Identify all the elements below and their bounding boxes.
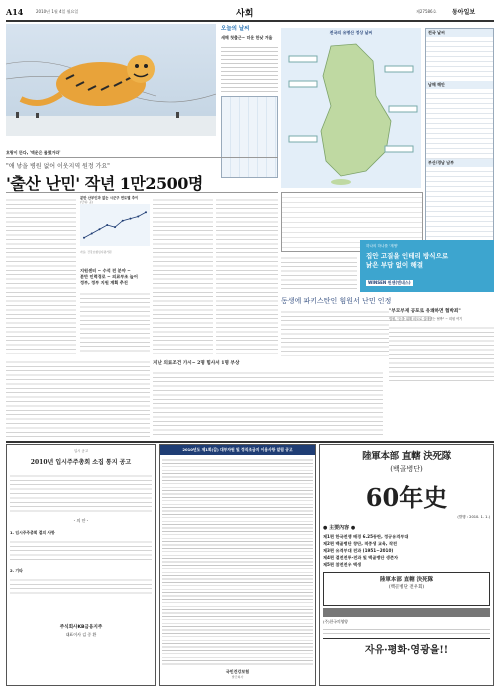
contents-item: 제2편 백골병단 창단, 적중생 교육, 작전 [323, 541, 398, 546]
lead-headline: '출산 난민' 작년 1만2500명 [6, 174, 203, 193]
lead-subheads [80, 268, 150, 286]
book-note: (발행 : 2010. 1. 1.) [457, 515, 490, 519]
contents-item: 제4편 결전전투·전과 및 백골병단 생존자 [323, 555, 399, 560]
contents-item: 제5편 참전전우 백생 [323, 562, 362, 567]
lower-story-body [153, 369, 383, 437]
contents-item: 제3편 유격부대 전과 (1951~2010) [323, 548, 394, 553]
book-ad [319, 444, 494, 686]
weather-map [281, 28, 421, 188]
notice-list-title: - 의 안 - [73, 518, 89, 523]
weather-section [221, 24, 278, 189]
contents-item: 제1편 한국전쟁 배경 6.25동란, 정규유격부대 [323, 534, 409, 539]
shareholders-notice-ad [6, 444, 156, 686]
center-left-body [281, 254, 357, 292]
book-stamp-1: 陸軍本部 直轄 決死隊 [379, 577, 434, 583]
contents-list [323, 533, 490, 568]
chart-plot [80, 204, 150, 246]
notice-label: 입시 공고 [73, 449, 89, 453]
caption-title: 호랑이 뜬다, '액운은 물렀거라' [6, 150, 61, 155]
chart-unit: (단위: 곳) [80, 200, 93, 204]
ad-brand: WINSEN 윈센(엔네스) [368, 280, 411, 285]
lead-body-col4 [216, 196, 278, 354]
weather-icons-grid [221, 96, 278, 178]
book-slogan: 자유·평화·영광을!! [323, 638, 490, 656]
notice-ceo: 대표이사 김 중 환 [65, 632, 97, 637]
masthead-date: 2010년 1월 4일 월요일 [36, 9, 79, 14]
ad-line-1: 하나의 하나를 '재생' [366, 244, 399, 248]
right-story [389, 296, 494, 384]
right-story-kicker: "부모부재 공포로 유쾌하면 협박죄" [389, 308, 494, 314]
side-title-3: 부산/경남 남부 [426, 159, 493, 167]
book-stamp-2: (백골병단 전우회) [388, 585, 425, 590]
lead-kicker: "애 낳을 병원 없어 이웃지역 원정 가요" [6, 163, 110, 170]
tiger-kite-illustration [6, 24, 216, 136]
side-title: 전국 날씨 [426, 29, 493, 37]
right-story-subhead: 법원, "돈을 위해 피도로 실태했는 협박" ~ 회원 여기 [389, 317, 463, 321]
contents-title: ● 主要內容 ● [323, 525, 356, 531]
lead-body-col2 [80, 290, 150, 354]
notice-company: 주식회사KB금융지주 [59, 625, 103, 630]
book-stamp-box [323, 572, 490, 606]
book-publisher: (주)한국의영양 [323, 619, 348, 624]
chart-box [80, 196, 150, 266]
weather-title: 오늘의 날씨 [221, 26, 250, 32]
loan-notice-footer: 국민건강보험 [225, 669, 250, 674]
masthead-rule [6, 20, 494, 22]
ad-line-3: 낡은 부담 없이 해결 [366, 261, 424, 269]
newspaper-name: 동아일보 [452, 9, 476, 16]
page-number: A14 [6, 7, 24, 17]
loan-notice-ad [159, 444, 316, 686]
section-title: 사회 [236, 9, 254, 19]
weather-side-table [425, 28, 494, 250]
lead-body-col1 [6, 196, 76, 354]
lower-left-body [6, 358, 150, 438]
lead-photo [6, 24, 216, 136]
side-title-2: 남해 해안 [426, 81, 493, 89]
masthead [6, 7, 494, 19]
center-story-headline: 동생에 파키스탄인 힘원서 난민 인정 [281, 297, 392, 305]
book-banner [323, 608, 490, 617]
chart-source: 자료: 건강보험심사평가원 [80, 250, 112, 254]
notice-title: 2010년 입시주주총회 소집 통지 공고 [30, 459, 132, 466]
edition-number: 제27586호 [416, 9, 437, 14]
notice-item-2: 2. 기타 [10, 568, 23, 573]
weather-subtitle: 새해 첫출근~ 더운 한낮 겨울 [221, 35, 273, 40]
book-ad-title: 陸軍本部 直轄 決死隊 [362, 451, 451, 462]
map-title: 전국의 유명산 정상 날씨 [329, 30, 373, 35]
book-ad-subtitle: (백골병단) [390, 465, 423, 473]
loan-notice-header: 2010년도 제1회(갑) 대부자원 및 정직조금지 이용사항 알림 공고 [160, 445, 315, 455]
chart-title: 분만 산부인과 없는 시군구 연도별 추이 [80, 196, 139, 200]
lead-body-col3 [153, 196, 213, 354]
loan-notice-subfooter: 발간회사 [231, 675, 244, 679]
korea-map-icon [281, 36, 421, 186]
notice-item-1: 1. 임시주주총회 결의 사항 [10, 530, 55, 535]
ad-line-2: 집안 고질을 인테리 방식으로 [366, 252, 449, 260]
book-title: 60年史 [365, 483, 448, 512]
lead-subhead-3: 정부, 정부 지원 계획 추진 [80, 280, 128, 285]
chart-background [80, 204, 150, 246]
lead-subhead-2: 분만 인력경로 ~ 의료부조 늘어 [80, 274, 138, 279]
lead-subhead-1: 지원센터 ~ 수석 전 분야 ~ [80, 268, 131, 273]
lower-story-subhead: 지난 의료조건 가시~ 2명 힘사서 1명 부상 [153, 361, 240, 366]
blue-ad[interactable] [360, 240, 494, 292]
